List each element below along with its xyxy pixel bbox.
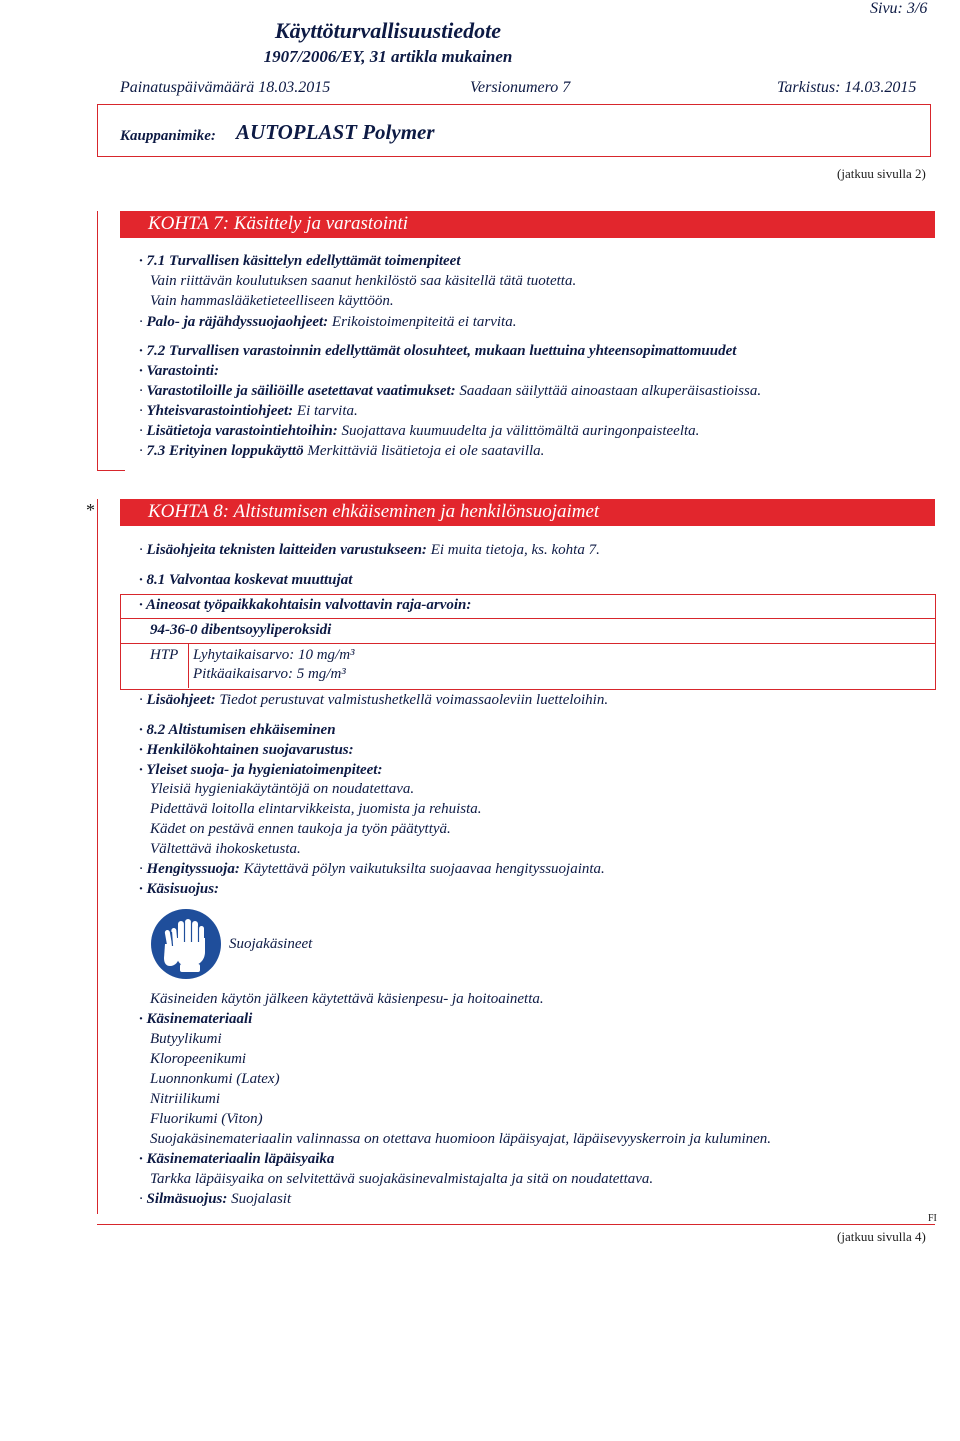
limits-label: · Aineosat työpaikkakohtaisin valvottavin raja-arvoin: [139, 597, 472, 613]
s72-label: · 7.2 Turvallisen varastoinnin edellyttämät olosuhteet, mukaan luettuina yhteensopimattomuudet [139, 343, 737, 359]
document-title: Käyttöturvallisuustiedote [274, 18, 502, 43]
hand-protection-label: · Käsisuojus: [139, 881, 220, 897]
footer-rule [97, 1224, 935, 1225]
short-term-limit: Lyhytaikaisarvo: 10 mg/m³ [193, 647, 355, 663]
permeation-label: · Käsinemateriaalin läpäisyaika [139, 1151, 335, 1167]
glove-material-label: · Käsinemateriaali [139, 1011, 253, 1027]
section8-title: KOHTA 8: Altistumisen ehkäiseminen ja henkilönsuojaimet [120, 499, 935, 526]
section7-border [97, 211, 98, 470]
regulation-subtitle: 1907/2006/EY, 31 artikla mukainen [263, 47, 513, 66]
section7-border-bottom [97, 470, 125, 471]
continued-on: (jatkuu sivulla 4) [837, 1229, 926, 1244]
htp-label: HTP [150, 647, 179, 663]
gloves-after-use: Käsineiden käytön jälkeen käytettävä käsienpesu- ja hoitoainetta. [150, 991, 544, 1007]
glove-material: Kloropeenikumi [150, 1051, 247, 1067]
section7-title: KOHTA 7: Käsittely ja varastointi [120, 211, 935, 238]
section8-border [97, 499, 98, 1214]
design-advice: · Lisäohjeita teknisten laitteiden varustukseen: Ei muita tietoja, ks. kohta 7. [139, 542, 600, 558]
limits-table-rule [120, 618, 935, 619]
s73-end-use: · 7.3 Erityinen loppukäyttö Merkittäviä lisätietoja ei ole saatavilla. [139, 443, 545, 459]
ppe-label: · Henkilökohtainen suojavarustus: [139, 742, 354, 758]
limits-table-col [188, 643, 189, 688]
storage-requirements: · Varastotiloille ja säiliöille asetettavat vaatimukset: Saadaan säilyttää ainoastaan alkuperäisastioissa. [139, 383, 762, 399]
version-number: Versionumero 7 [470, 79, 571, 96]
long-term-limit: Pitkäaikaisarvo: 5 mg/m³ [193, 666, 346, 682]
joint-storage: · Yhteisvarastointiohjeet: Ei tarvita. [139, 403, 358, 419]
glove-material: Fluorikumi (Viton) [150, 1111, 263, 1127]
general-measure: Yleisiä hygieniakäytäntöjä on noudatettava. [150, 781, 415, 797]
permeation-text: Tarkka läpäisyaika on selvitettävä suojakäsinevalmistajalta ja sitä on noudatettava. [150, 1171, 654, 1187]
glove-material: Butyylikumi [150, 1031, 222, 1047]
respiratory-protection: · Hengityssuoja: Käytettävä pölyn vaikutuksilta suojaavaa hengityssuojainta. [139, 861, 605, 877]
continued-from: (jatkuu sivulla 2) [837, 166, 926, 181]
gloves-caption: Suojakäsineet [229, 936, 313, 952]
product-name: AUTOPLAST Polymer [236, 120, 435, 144]
page-number: Sivu: 3/6 [870, 0, 928, 17]
s71-line2: Vain hammaslääketieteelliseen käyttöön. [150, 293, 394, 309]
storage-extra: · Lisätietoja varastointiehtoihin: Suojattava kuumuudelta ja välittömältä auringonpaisteelta. [139, 423, 700, 439]
eye-protection: · Silmäsuojus: Suojalasit [139, 1191, 292, 1207]
glove-material: Luonnonkumi (Latex) [150, 1071, 280, 1087]
s71-label: · 7.1 Turvallisen käsittelyn edellyttämät toimenpiteet [139, 253, 461, 269]
gloves-icon [150, 908, 222, 980]
revision-date: Tarkistus: 14.03.2015 [777, 79, 917, 96]
s82-label: · 8.2 Altistumisen ehkäiseminen [139, 722, 336, 738]
general-measure: Vältettävä ihokosketusta. [150, 841, 301, 857]
header-box [97, 104, 931, 157]
print-date: Painatuspäivämäärä 18.03.2015 [120, 79, 331, 96]
s71-line1: Vain riittävän koulutuksen saanut henkilöstö saa käsitellä tätä tuotetta. [150, 273, 577, 289]
fire-advice: · Palo- ja räjähdyssuojaohjeet: Erikoistoimenpiteitä ei tarvita. [139, 314, 517, 330]
general-measure: Kädet on pestävä ennen taukoja ja työn päätyttyä. [150, 821, 451, 837]
general-measure: Pidettävä loitolla elintarvikkeista, juomista ja rehuista. [150, 801, 482, 817]
general-measures-label: · Yleiset suoja- ja hygieniatoimenpiteet: [139, 762, 383, 778]
limits-table-rule [120, 643, 935, 644]
s81-label: · 8.1 Valvontaa koskevat muuttujat [139, 572, 353, 588]
substance-name: 94-36-0 dibentsoyyliperoksidi [150, 622, 332, 638]
product-label: Kauppanimike: [120, 128, 216, 144]
glove-material: Nitriilikumi [150, 1091, 221, 1107]
storage-label: · Varastointi: [139, 363, 220, 379]
revision-star: * [86, 500, 95, 520]
additional-info: · Lisäohjeet: Tiedot perustuvat valmistushetkellä voimassaoleviin luetteloihin. [139, 692, 609, 708]
language-code: FI [928, 1213, 937, 1224]
glove-material-note: Suojakäsinemateriaalin valinnassa on otettava huomioon läpäisyajat, läpäisevyyskerroin ja kuluminen. [150, 1131, 772, 1147]
